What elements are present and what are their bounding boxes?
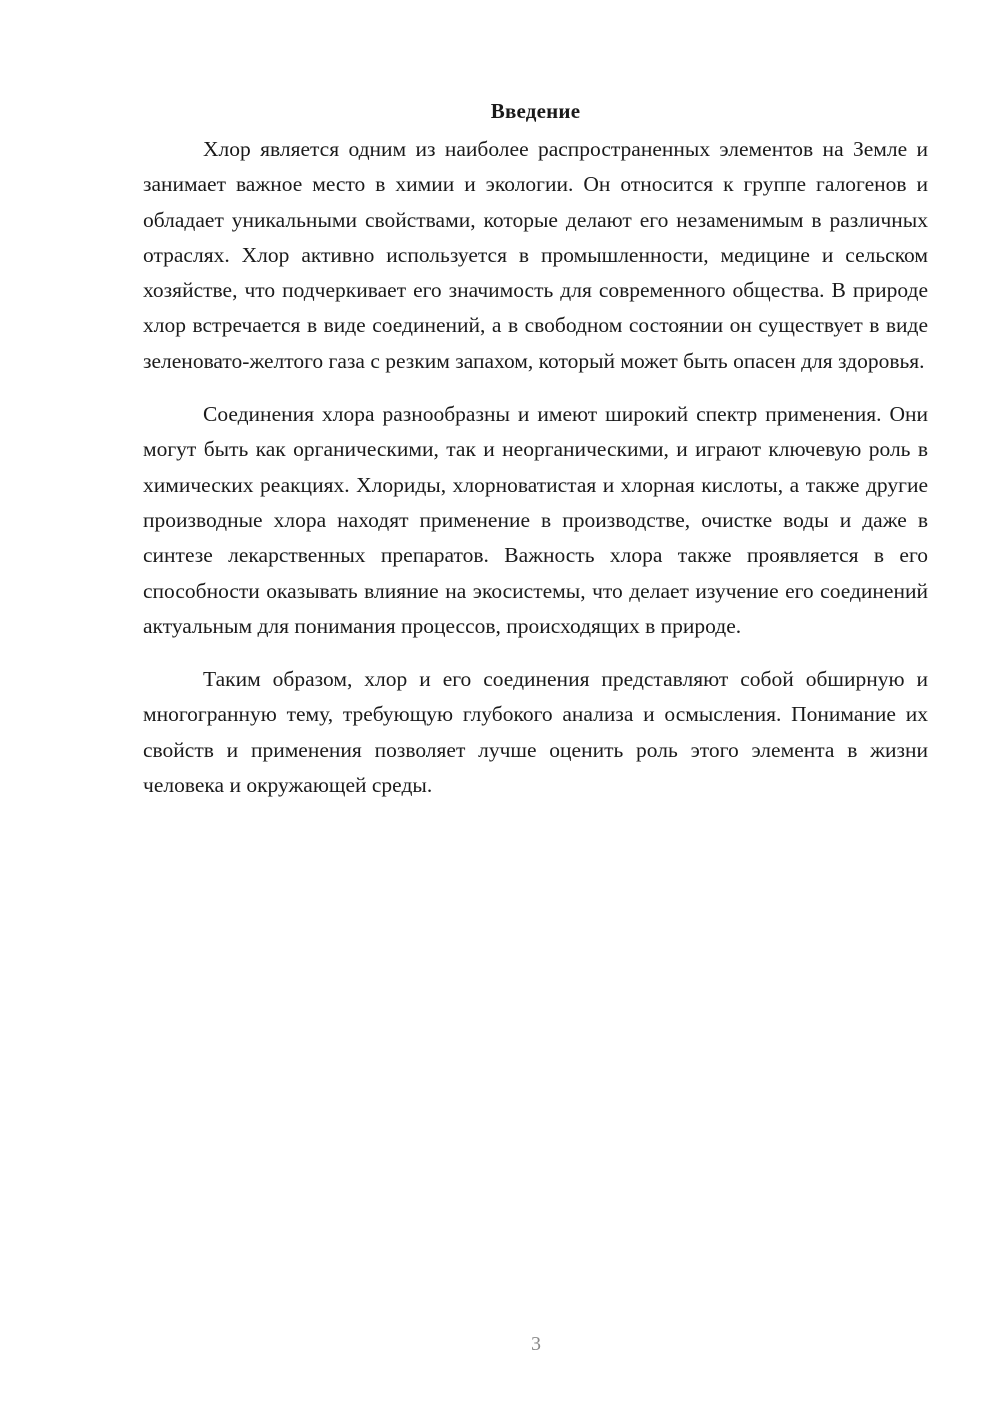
section-heading: Введение bbox=[490, 99, 581, 123]
paragraph-1: Хлор является одним из наиболее распространенных элементов на Земле и занимает важное место в химии и экологии. Он относится к группе галогенов и обладает уникальными свойствами, которые делают его незаменимым в различных отраслях. Хлор активно используется в промышленности, медицине и сельском хозяйстве, что подчеркивает его значимость для современного общества. В природе хлор встречается в виде соединений, а в свободном состоянии он существует в виде зеленовато-желтого газа с резким запахом, который может быть опасен для здоровья. bbox=[143, 137, 928, 373]
page-number: 3 bbox=[531, 1333, 541, 1355]
paragraph-2: Соединения хлора разнообразны и имеют широкий спектр применения. Они могут быть как органическими, так и неорганическими, и играют ключевую роль в химических реакциях. Хлориды, хлорноватистая и хлорная кислоты, а также другие производные хлора находят применение в производстве, очистке воды и даже в синтезе лекарственных препаратов. Важность хлора также проявляется в его способности оказывать влияние на экосистемы, что делает изучение его соединений актуальным для понимания процессов, происходящих в природе. bbox=[143, 402, 928, 638]
paragraph-3: Таким образом, хлор и его соединения представляют собой обширную и многогранную тему, требующую глубокого анализа и осмысления. Понимание их свойств и применения позволяет лучше оценить роль этого элемента в жизни человека и окружающей среды. bbox=[143, 667, 928, 798]
page-content bbox=[143, 96, 928, 821]
